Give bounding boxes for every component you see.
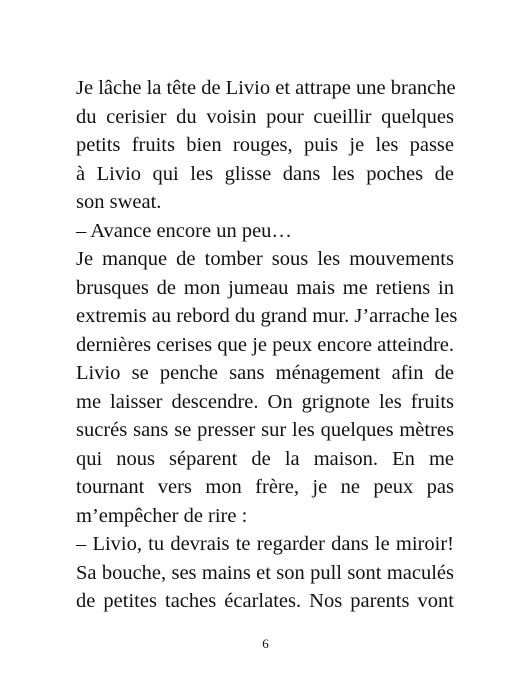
text-line: tournant vers mon frère, je ne peux pas	[76, 476, 454, 498]
text-line: m’empêcher de rire :	[76, 504, 248, 527]
text-line: – Avance encore un peu…	[76, 219, 292, 242]
text-line: sucrés sans se presser sur les quelques mètres	[76, 419, 454, 441]
text-line: Sa bouche, ses mains et son pull sont maculés	[76, 561, 454, 584]
text-line: Je lâche la tête de Livio et attrape une branche	[76, 77, 456, 99]
text-line: extremis au rebord du grand mur. J’arrache les	[76, 305, 458, 327]
text-line: de petites taches écarlates. Nos parents vont	[76, 590, 454, 612]
text-line: qui nous séparent de la maison. En me	[76, 447, 454, 470]
text-line: son sweat.	[76, 191, 162, 213]
page-number: 6	[262, 636, 269, 651]
text-line: – Livio, tu devrais te regarder dans le miroir!	[76, 533, 454, 555]
text-line: à Livio qui les glisse dans les poches de	[76, 162, 454, 185]
text-line: du cerisier du voisin pour cueillir quelques	[76, 105, 454, 128]
text-line: brusques de mon jumeau mais me retiens in	[76, 276, 454, 299]
text-line: Je manque de tomber sous les mouvements	[76, 248, 454, 270]
text-line: Livio se penche sans ménagement afin de	[76, 362, 454, 384]
text-line: dernières cerises que je peux encore atteindre.	[76, 333, 454, 356]
body-text	[76, 74, 458, 616]
text-line: petits fruits bien rouges, puis je les passe	[76, 134, 454, 156]
text-line: me laisser descendre. On grignote les fruits	[76, 390, 454, 413]
